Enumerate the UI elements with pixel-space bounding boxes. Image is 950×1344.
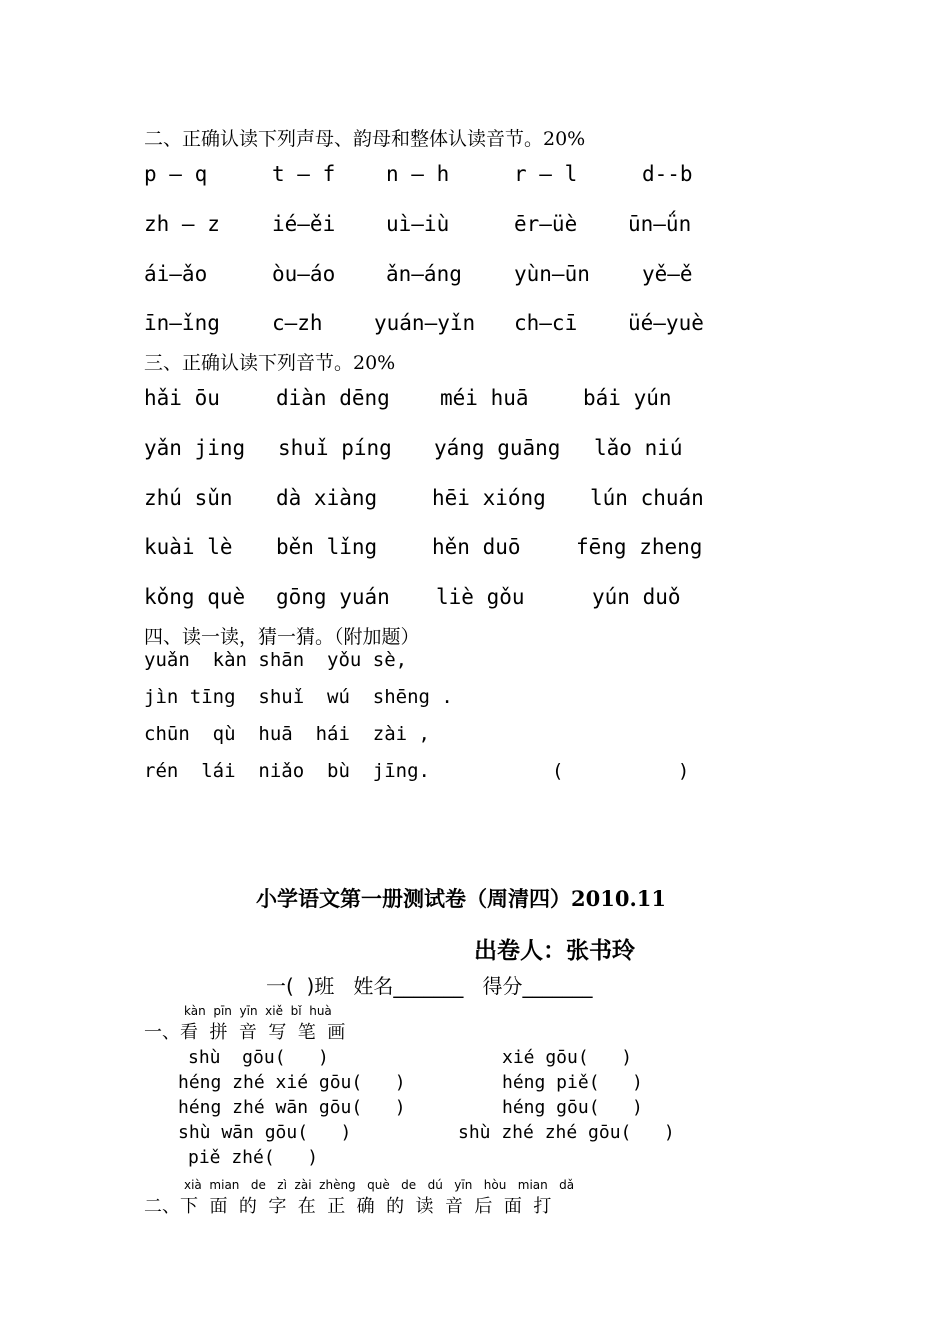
word-syllables: hěn duō: [432, 535, 521, 559]
word-syllables: méi huā: [440, 386, 529, 410]
word-syllables: liè gǒu: [436, 585, 525, 609]
stroke-item[interactable]: héng gōu( ): [502, 1097, 643, 1118]
class-name-score-line[interactable]: 一( )班 姓名_______ 得分_______: [266, 974, 593, 998]
stroke-item[interactable]: shù wān gōu( ): [178, 1122, 352, 1143]
word-syllables: shuǐ píng: [278, 436, 392, 460]
section3-title: 三、正确认读下列音节。20%: [144, 352, 396, 374]
syllable-pair: zh — z: [144, 212, 220, 236]
syllable-pair: r — l: [514, 162, 578, 186]
part1-label: 一、看 拼 音 写 笔 画: [144, 1022, 346, 1043]
part1-pinyin-ruby: kàn pīn yīn xiě bǐ huà: [184, 1004, 332, 1018]
syllable-pair: n — h: [386, 162, 450, 186]
stroke-item[interactable]: shù gōu( ): [188, 1047, 329, 1068]
test-author: 出卷人：张书玲: [474, 938, 635, 964]
syllable-pair: yùn—ūn: [514, 262, 590, 286]
riddle-line: chūn qù huā hái zài ,: [144, 723, 430, 745]
word-syllables: yáng guāng: [434, 436, 561, 460]
word-syllables: fēng zheng: [576, 535, 703, 559]
word-syllables: diàn dēng: [276, 386, 390, 410]
syllable-pair: d--b: [642, 162, 693, 186]
word-syllables: hǎi ōu: [144, 386, 220, 410]
syllable-pair: ié—ěi: [272, 212, 336, 236]
syllable-pair: c—zh: [272, 311, 323, 335]
word-syllables: dà xiàng: [276, 486, 378, 510]
syllable-pair: p — q: [144, 162, 208, 186]
stroke-item[interactable]: héng zhé xié gōu( ): [178, 1072, 406, 1093]
word-syllables: lǎo niú: [594, 436, 683, 460]
word-syllables: yǎn jing: [144, 436, 246, 460]
word-syllables: kuài lè: [144, 535, 233, 559]
syllable-pair: yuán—yǐn: [374, 311, 476, 335]
stroke-item[interactable]: piě zhé( ): [188, 1147, 319, 1168]
syllable-pair: ch—cī: [514, 311, 578, 335]
section2-title: 二、正确认读下列声母、韵母和整体认读音节。20%: [144, 128, 586, 150]
word-syllables: kǒng què: [144, 585, 246, 609]
word-syllables: zhú sǔn: [144, 486, 233, 510]
syllable-pair: t — f: [272, 162, 336, 186]
test-title: 小学语文第一册测试卷（周清四）2010.11: [256, 886, 666, 911]
answer-blank[interactable]: ( ): [552, 760, 690, 782]
part2-pinyin-ruby: xià mian de zì zài zhèng què de dú yīn hòu mian dǎ: [184, 1178, 575, 1192]
word-syllables: gōng yuán: [276, 585, 390, 609]
word-syllables: lún chuán: [590, 486, 704, 510]
riddle-line: yuǎn kàn shān yǒu sè,: [144, 649, 408, 671]
syllable-pair: ǎn—áng: [386, 262, 462, 286]
riddle-line: rén lái niǎo bù jīng.: [144, 760, 430, 782]
riddle-line: jìn tīng shuǐ wú shēng .: [144, 686, 453, 708]
stroke-item[interactable]: héng zhé wān gōu( ): [178, 1097, 406, 1118]
syllable-pair: ūn—ǘn: [628, 212, 692, 236]
stroke-item[interactable]: xié gōu( ): [502, 1047, 633, 1068]
part2-label: 二、下 面 的 字 在 正 确 的 读 音 后 面 打: [144, 1196, 552, 1217]
stroke-item[interactable]: héng piě( ): [502, 1072, 643, 1093]
section4-title: 四、读一读，猜一猜。（附加题）: [144, 626, 420, 648]
syllable-pair: üé—yuè: [628, 311, 704, 335]
syllable-pair: yě—ě: [642, 262, 693, 286]
word-syllables: yún duǒ: [592, 585, 681, 609]
syllable-pair: òu—áo: [272, 262, 336, 286]
word-syllables: běn lǐng: [276, 535, 378, 559]
word-syllables: hēi xióng: [432, 486, 546, 510]
stroke-item[interactable]: shù zhé zhé gōu( ): [458, 1122, 675, 1143]
word-syllables: bái yún: [583, 386, 672, 410]
syllable-pair: ái—ǎo: [144, 262, 208, 286]
syllable-pair: īn—ǐng: [144, 311, 220, 335]
syllable-pair: uì—iù: [386, 212, 450, 236]
syllable-pair: ēr—üè: [514, 212, 578, 236]
